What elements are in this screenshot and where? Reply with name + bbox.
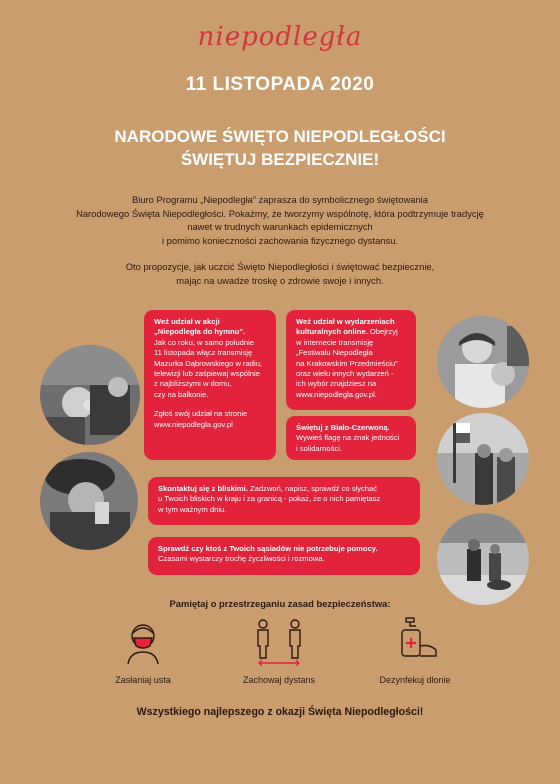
anthem-line: telewizji lub zaśpiewaj wspólnie <box>154 369 260 379</box>
woman-with-child-photo <box>437 316 529 408</box>
online-line: ich wybór znajdziesz na <box>296 379 377 389</box>
anthem-heading-1: Weź udział w akcji <box>154 317 220 326</box>
intro-line: nawet w trudnych warunkach epidemicznych <box>187 221 373 232</box>
intro-line: Biuro Programu „Niepodległa” zaprasza do symbolicznego świętowania <box>132 194 428 205</box>
anthem-line: czy na balkonie. <box>154 389 209 399</box>
online-events-bubble <box>286 310 416 410</box>
online-line: na Krakowskim Przedmieściu” <box>296 358 398 368</box>
soldiers-with-flag-photo <box>437 413 529 505</box>
neighbors-heading: Sprawdź czy ktoś z Twoich sąsiadów nie potrzebuje pomocy. <box>158 544 378 553</box>
street-scene-photo <box>437 513 529 605</box>
safety-item-distance <box>224 616 334 685</box>
page-title <box>0 125 560 171</box>
flag-line: Wywieś flagę na znak jedności <box>296 433 400 443</box>
niepodlegla-logo: niepodległa <box>197 22 363 52</box>
safety-item-mask <box>88 616 198 685</box>
flag-heading: Świętuj z Biało-Czerwoną. <box>296 423 390 432</box>
safety-item-sanitizer <box>360 616 470 685</box>
contact-first-rest: Zadzwoń, napisz, sprawdź co słychać <box>250 484 378 493</box>
online-line: oraz wielu innych wydarzeń - <box>296 369 394 379</box>
contact-first-line <box>158 484 410 494</box>
face-mask-icon <box>118 653 168 670</box>
trumpet-player-photo <box>40 345 140 445</box>
anthem-action-bubble <box>144 310 276 460</box>
anthem-line: Jak co roku, w samo południe <box>154 337 255 347</box>
proposal-line: mając na uwadze troskę o zdrowie swoje i innych. <box>176 274 384 286</box>
safety-label-mask: Zasłaniaj usta <box>115 675 171 685</box>
distance-icon <box>251 653 307 670</box>
contact-line: u Twoich bliskich w kraju i za granicą - pokaż, że o nich pamiętasz <box>158 494 381 504</box>
anthem-heading-2: „Niepodległa do hymnu”. <box>154 327 246 337</box>
flag-bubble <box>286 416 416 460</box>
online-heading-2: kulturalnych online. <box>296 327 368 337</box>
contact-relatives-bubble <box>148 477 420 525</box>
intro-line: Narodowego Święta Niepodległości. Pokażmy, że tworzymy wspólnotę, która podtrzymuje tradycję <box>76 207 484 219</box>
title-line-1: NARODOWE ŚWIĘTO NIEPODLEGŁOŚCI <box>114 127 446 146</box>
anthem-line: Mazurka Dąbrowskiego w radiu, <box>154 358 263 368</box>
closing-message: Wszystkiego najlepszego z okazji Święta Niepodległości! <box>136 706 424 718</box>
title-line-2: ŚWIĘTUJ BEZPIECZNIE! <box>180 150 380 169</box>
flag-line: i solidarności. <box>296 443 343 453</box>
online-website-link[interactable]: www.niepodlegla.gov.pl. <box>296 389 377 399</box>
proposal-line: Oto propozycje, jak uczcić Święto Niepodległości i świętować bezpiecznie, <box>125 261 435 272</box>
safety-label-distance: Zachowaj dystans <box>242 675 316 685</box>
safety-label-sanitizer: Dezynfekuj dłonie <box>379 675 451 685</box>
neighbors-bubble <box>148 537 420 575</box>
event-date: 11 LISTOPADA 2020 <box>185 74 375 95</box>
online-heading-rest: Obejrzyj <box>369 327 398 337</box>
anthem-line: z najbliższymi w domu, <box>154 379 232 389</box>
anthem-website-link[interactable]: www.niepodlegla.gov.pl <box>154 419 233 429</box>
singer-photo <box>40 452 138 550</box>
neighbors-line: Czasami wystarczy trochę życzliwości i rozmowa. <box>158 554 325 564</box>
online-line: w internecie transmisję <box>296 337 374 347</box>
intro-paragraph <box>40 193 520 247</box>
online-line: „Festiwalu Niepodległa <box>296 348 373 358</box>
hand-sanitizer-icon <box>390 653 440 670</box>
contact-heading: Skontaktuj się z bliskimi. <box>158 484 248 493</box>
anthem-line: 11 listopada włącz transmisję <box>154 348 253 358</box>
safety-heading: Pamiętaj o przestrzeganiu zasad bezpieczeństwa: <box>169 598 391 609</box>
online-heading-line-2 <box>296 327 406 337</box>
anthem-footer-line: Zgłoś swój udział na stronie <box>154 409 248 419</box>
online-heading-1: Weź udział w wydarzeniach <box>296 317 395 326</box>
intro-line: i pomimo konieczności zachowania fizycznego dystansu. <box>161 234 399 246</box>
proposal-paragraph <box>40 260 520 287</box>
contact-line: w tym ważnym dniu. <box>158 504 227 514</box>
